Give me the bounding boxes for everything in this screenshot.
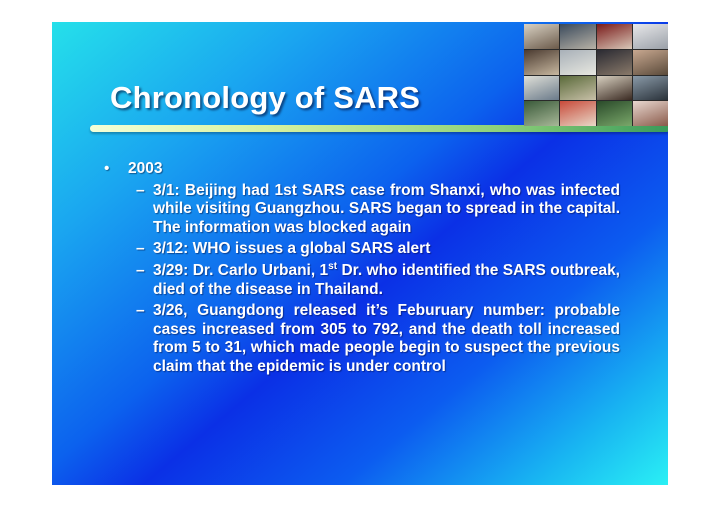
collage-photo — [597, 24, 632, 49]
ordinal-superscript: st — [328, 260, 338, 272]
dash-icon: – — [136, 240, 145, 258]
collage-photo — [597, 101, 632, 126]
collage-photo — [633, 101, 668, 126]
year-label: 2003 — [128, 160, 163, 177]
bullet-list — [100, 160, 620, 380]
dash-icon: – — [136, 261, 145, 279]
collage-photo — [633, 76, 668, 101]
sub-bullet-text: 3/26, Guangdong released it’s Feburuary number: probable cases increased from 305 to 792, and the death toll increased from 5 to 31, which made people begin to suspect the previous claim that the epidemic is under control — [153, 302, 620, 375]
collage-photo — [560, 50, 595, 75]
collage-photo — [597, 76, 632, 101]
collage-photo — [560, 24, 595, 49]
collage-photo — [524, 76, 559, 101]
sub-bullet-item — [100, 182, 620, 238]
sub-bullet-item — [100, 302, 620, 376]
bullet-item-year — [100, 160, 620, 179]
collage-photo — [560, 101, 595, 126]
sub-bullet-item — [100, 262, 620, 299]
sub-bullet-text-part: 3/29: Dr. Carlo Urbani, 1 — [153, 261, 329, 279]
collage-photo — [524, 101, 559, 126]
collage-photo — [524, 50, 559, 75]
sub-bullet-text: 3/1: Beijing had 1st SARS case from Shanxi, who was infected while visiting Guangzhou. SARS began to spread in the capital. The information was blocked again — [153, 181, 620, 236]
title-underline — [90, 125, 668, 132]
sub-bullet-text — [153, 262, 620, 298]
sars-photo-collage-icon — [524, 24, 668, 126]
slide-title: Chronology of SARS — [110, 80, 421, 115]
collage-photo — [524, 24, 559, 49]
collage-photo — [597, 50, 632, 75]
collage-photo — [633, 50, 668, 75]
collage-photo — [633, 24, 668, 49]
sub-bullet-text: 3/12: WHO issues a global SARS alert — [153, 240, 431, 258]
slide — [52, 22, 668, 485]
dash-icon: – — [136, 302, 145, 320]
sub-bullet-text-part: Dr. who identified the SARS outbreak, died of the disease in Thailand. — [153, 261, 620, 298]
sub-bullet-item — [100, 240, 620, 259]
bullet-icon: • — [104, 160, 110, 177]
dash-icon: – — [136, 181, 145, 199]
collage-photo — [560, 76, 595, 101]
